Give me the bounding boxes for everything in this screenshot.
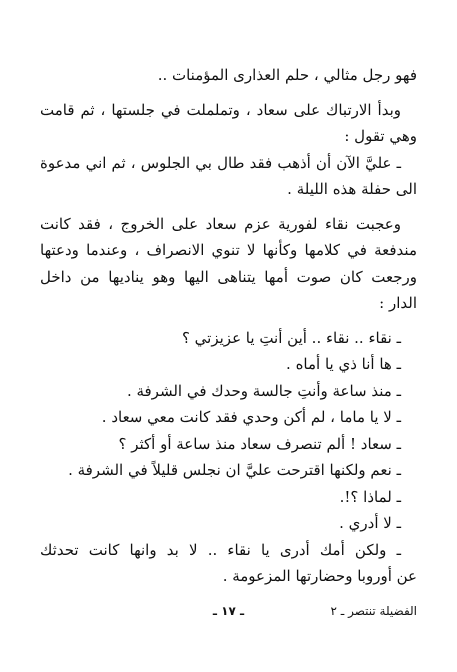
paragraph-gap bbox=[40, 317, 417, 325]
running-title: الفضيلة تنتصر ـ ٢ bbox=[330, 604, 417, 618]
text-line: ـ عليَّ الآن أن أذهب فقد طال بي الجلوس ، ثم اني مدعوة bbox=[40, 153, 401, 172]
text-line: ورجعت كان صوت أمها يتناهى اليها وهو يناديها من داخل bbox=[40, 267, 417, 286]
text-line: الى حفلة هذه الليلة . bbox=[287, 180, 417, 198]
page-footer bbox=[40, 600, 417, 622]
text-line: ـ ها أنا ذي يا أماه . bbox=[286, 355, 401, 373]
page-number: ـ ١٧ ـ bbox=[212, 604, 245, 618]
text-line: عن أوروبا وحضارتها المزعومة . bbox=[222, 567, 417, 585]
text-line: ـ لا يا ماما ، لم أكن وحدي فقد كانت معي سعاد . bbox=[101, 408, 401, 426]
text-line: فهو رجل مثالي ، حلم العذارى المؤمنات .. bbox=[157, 66, 417, 84]
text-line: ـ لا أدري . bbox=[339, 514, 401, 532]
text-line: ـ منذ ساعة وأنتِ جالسة وحدك في الشرفة . bbox=[126, 381, 401, 400]
text-line: ـ نقاء .. نقاء .. أين أنتِ يا عزيزتي ؟ bbox=[181, 328, 401, 347]
text-line: مندفعة في كلامها وكأنها لا تنوي الانصراف ، وعندما ودعتها bbox=[40, 241, 417, 259]
text-line: وبدأ الارتباك على سعاد ، وتململت في جلستها ، ثم قامت bbox=[40, 100, 401, 119]
text-line: ـ سعاد ! ألم تنصرف سعاد منذ ساعة أو أكثر ؟ bbox=[118, 434, 401, 453]
text-line: الدار : bbox=[379, 294, 417, 312]
text-line: وعجبت نقاء لفورية عزم سعاد على الخروج ، فقد كانت bbox=[40, 214, 401, 233]
text-line: ـ ولكن أمك أدرى يا نقاء .. لا بد وانها كانت تحدثك bbox=[40, 540, 401, 559]
text-line: وهي تقول : bbox=[344, 127, 417, 145]
text-line: ـ نعم ولكنها اقترحت عليَّ ان نجلس قليلاً في الشرفة . bbox=[68, 461, 401, 479]
text-line: ـ لماذا ؟!. bbox=[339, 487, 401, 506]
paragraph-gap bbox=[40, 203, 417, 211]
body-text bbox=[40, 62, 417, 590]
paragraph-gap bbox=[40, 89, 417, 97]
